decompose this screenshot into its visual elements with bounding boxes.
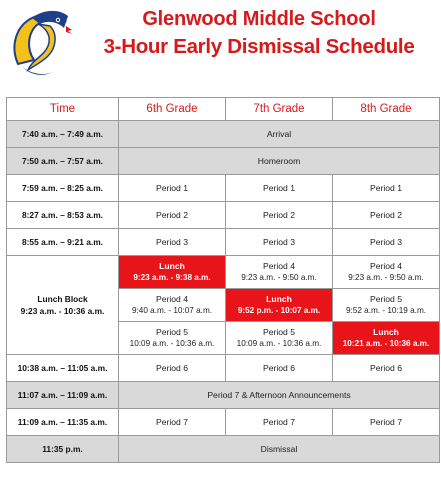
cell-time: 9:23 a.m. - 9:38 a.m. bbox=[133, 273, 211, 282]
grade-7-cell: Period 7 bbox=[226, 409, 333, 436]
table-row-period-6 bbox=[7, 355, 440, 382]
header-8th-grade: 8th Grade bbox=[333, 98, 440, 121]
table-row-dismissal bbox=[7, 436, 440, 463]
schedule-table bbox=[6, 97, 440, 463]
grade-6-cell: Period 1 bbox=[119, 175, 226, 202]
grade-7-cell: Period 6 bbox=[226, 355, 333, 382]
page-header bbox=[0, 0, 441, 92]
grade-8-cell: Period 1 bbox=[333, 175, 440, 202]
grade-8-cell bbox=[333, 289, 440, 322]
title-line-1: Glenwood Middle School bbox=[142, 8, 376, 30]
grade-8-cell bbox=[333, 256, 440, 289]
header-6th-grade: 6th Grade bbox=[119, 98, 226, 121]
header-7th-grade: 7th Grade bbox=[226, 98, 333, 121]
cell-time: 9:40 a.m. - 10:07 a.m. bbox=[131, 306, 213, 315]
time-cell: 8:27 a.m. – 8:53 a.m. bbox=[7, 202, 119, 229]
grade-6-cell: Period 7 bbox=[119, 409, 226, 436]
grade-6-cell: Period 6 bbox=[119, 355, 226, 382]
activity-cell: Period 7 & Afternoon Announcements bbox=[119, 382, 440, 409]
cell-name: Lunch bbox=[159, 261, 185, 271]
cell-time: 10:09 a.m. - 10:36 a.m. bbox=[129, 339, 215, 348]
grade-6-cell bbox=[119, 322, 226, 355]
grade-7-cell: Period 2 bbox=[226, 202, 333, 229]
time-cell: 11:35 p.m. bbox=[7, 436, 119, 463]
cell-time: 9:23 a.m. - 9:50 a.m. bbox=[348, 273, 424, 282]
cell-name: Lunch bbox=[373, 327, 399, 337]
grade-8-cell: Period 6 bbox=[333, 355, 440, 382]
grade-6-cell: Period 3 bbox=[119, 229, 226, 256]
cell-name: Period 5 bbox=[155, 327, 188, 337]
cell-name: Period 4 bbox=[369, 261, 402, 271]
grade-6-lunch-cell bbox=[119, 256, 226, 289]
activity-cell: Arrival bbox=[119, 121, 440, 148]
table-row-lunch-a bbox=[7, 256, 440, 289]
cell-time: 9:23 a.m. - 9:50 a.m. bbox=[241, 273, 317, 282]
table-row-announcements bbox=[7, 382, 440, 409]
table-row-period-3 bbox=[7, 229, 440, 256]
cell-name: Period 4 bbox=[262, 261, 295, 271]
lunch-block-time: 9:23 a.m. - 10:36 a.m. bbox=[20, 306, 105, 316]
time-cell: 7:50 a.m. – 7:57 a.m. bbox=[7, 148, 119, 175]
activity-cell: Dismissal bbox=[119, 436, 440, 463]
cell-time: 10:21 a.m. - 10:36 a.m. bbox=[342, 339, 430, 348]
table-row-period-2 bbox=[7, 202, 440, 229]
time-cell: 7:59 a.m. – 8:25 a.m. bbox=[7, 175, 119, 202]
grade-8-cell: Period 2 bbox=[333, 202, 440, 229]
cell-time: 9:52 p.m. - 10:07 a.m. bbox=[237, 306, 321, 315]
grade-6-cell bbox=[119, 289, 226, 322]
grade-8-cell: Period 3 bbox=[333, 229, 440, 256]
cell-name: Period 5 bbox=[262, 327, 295, 337]
header-row bbox=[7, 98, 440, 121]
lunch-block-time-cell bbox=[7, 256, 119, 355]
grade-8-cell: Period 7 bbox=[333, 409, 440, 436]
page-title bbox=[78, 6, 440, 62]
cobra-mascot-logo-icon bbox=[8, 6, 74, 82]
table-row-period-7 bbox=[7, 409, 440, 436]
grade-8-lunch-cell bbox=[333, 322, 440, 355]
time-cell: 11:07 a.m. – 11:09 a.m. bbox=[7, 382, 119, 409]
table-row-arrival bbox=[7, 121, 440, 148]
grade-7-lunch-cell bbox=[226, 289, 333, 322]
table-row-homeroom bbox=[7, 148, 440, 175]
header-time: Time bbox=[7, 98, 119, 121]
time-cell: 11:09 a.m. – 11:35 a.m. bbox=[7, 409, 119, 436]
grade-7-cell: Period 3 bbox=[226, 229, 333, 256]
cell-name: Period 5 bbox=[369, 294, 402, 304]
grade-7-cell bbox=[226, 322, 333, 355]
cell-name: Lunch bbox=[266, 294, 292, 304]
table-row-period-1 bbox=[7, 175, 440, 202]
lunch-block-label: Lunch Block bbox=[37, 294, 88, 304]
grade-7-cell: Period 1 bbox=[226, 175, 333, 202]
cell-name: Period 4 bbox=[155, 294, 188, 304]
cell-time: 10:09 a.m. - 10:36 a.m. bbox=[236, 339, 322, 348]
time-cell: 7:40 a.m. – 7:49 a.m. bbox=[7, 121, 119, 148]
grade-6-cell: Period 2 bbox=[119, 202, 226, 229]
time-cell: 8:55 a.m. – 9:21 a.m. bbox=[7, 229, 119, 256]
grade-7-cell bbox=[226, 256, 333, 289]
cell-time: 9:52 a.m. - 10:19 a.m. bbox=[345, 306, 427, 315]
activity-cell: Homeroom bbox=[119, 148, 440, 175]
title-line-2: 3-Hour Early Dismissal Schedule bbox=[103, 35, 415, 58]
time-cell: 10:38 a.m. – 11:05 a.m. bbox=[7, 355, 119, 382]
